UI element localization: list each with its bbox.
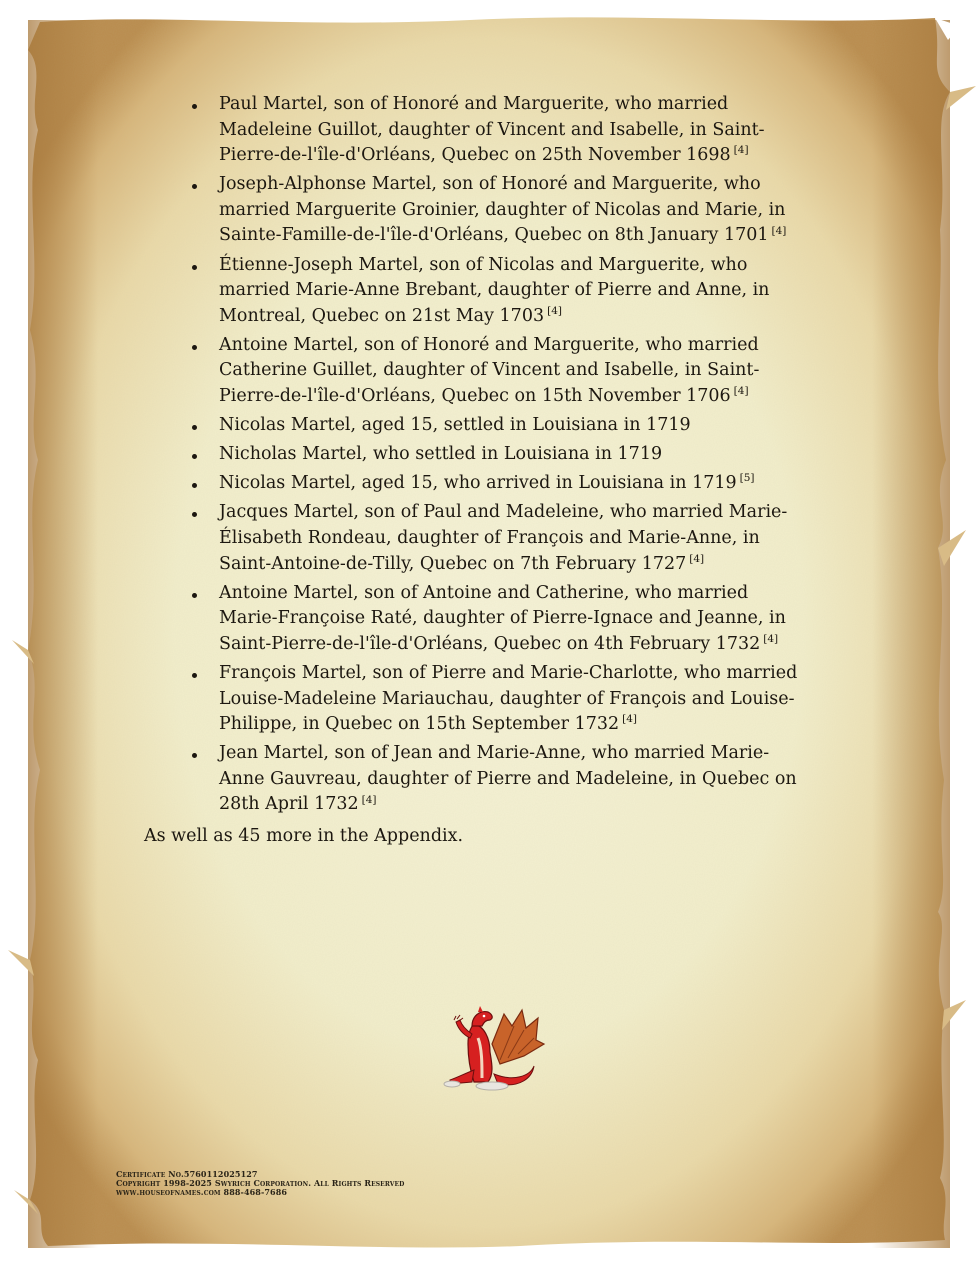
entry-text: François Martel, son of Pierre and Marie-Charlotte, who married Louise-Madeleine Mariauchau, daughter of François and Louise-Philippe, in Quebec on 15th September 1732 <box>219 662 798 735</box>
contact-line: www.houseofnames.com 888-468-7686 <box>116 1187 288 1197</box>
entry-text: Paul Martel, son of Honoré and Marguerite, who married Madeleine Guillot, daughter of Vincent and Isabelle, in Saint-Pierre-de-l'île-d'Orléans, Quebec on 25th November 1698 <box>219 94 765 166</box>
reference-marker: [4] <box>733 144 749 157</box>
entry-text: Jacques Martel, son of Paul and Madeleine, who married Marie-Élisabeth Rondeau, daughter of François and Marie-Anne, in Saint-Antoine-de-Tilly, Quebec on 7th February 1727 <box>219 502 788 574</box>
list-item <box>144 500 804 577</box>
list-item <box>144 253 804 330</box>
list-item <box>144 661 804 738</box>
red-dragon-icon <box>434 1004 546 1092</box>
reference-marker: [4] <box>771 224 787 237</box>
list-item <box>144 741 804 818</box>
reference-marker: [4] <box>763 633 779 646</box>
list-item <box>144 333 804 410</box>
reference-marker: [4] <box>547 304 562 317</box>
appendix-note: As well as 45 more in the Appendix. <box>144 826 464 847</box>
list-item <box>144 92 804 169</box>
copyright-notice: Copyright 1998-2025 Swyrich Corporation. All Rights Reserved <box>116 1178 405 1188</box>
list-item <box>144 442 804 468</box>
reference-marker: [4] <box>689 552 705 565</box>
entry-text: Jean Martel, son of Jean and Marie-Anne, who married Marie-Anne Gauvreau, daughter of Pierre and Madeleine, in Quebec on 28th April 1732 <box>219 743 797 815</box>
reference-marker: [5] <box>739 472 755 485</box>
entry-text: Étienne-Joseph Martel, son of Nicolas and Marguerite, who married Marie-Anne Brebant, daughter of Pierre and Anne, in Montreal, Quebec on 21st May 1703 <box>219 254 770 326</box>
certificate-number: Certificate No.5760112025127 <box>116 1169 258 1179</box>
certificate-footer <box>116 1170 404 1197</box>
entry-text: Nicolas Martel, aged 15, who arrived in Louisiana in 1719 <box>219 473 737 494</box>
list-item <box>144 581 804 658</box>
reference-marker: [4] <box>733 385 749 398</box>
entry-text: Joseph-Alphonse Martel, son of Honoré and Marguerite, who married Marguerite Groinier, daughter of Nicolas and Marie, in Sainte-Famille-de-l'île-d'Orléans, Quebec on 8th January 1701 <box>219 174 786 246</box>
entry-text: Antoine Martel, son of Honoré and Marguerite, who married Catherine Guillet, daughter of Vincent and Isabelle, in Saint-Pierre-de-l'île-d'Orléans, Quebec on 15th November 1706 <box>219 334 760 407</box>
reference-marker: [4] <box>361 793 377 806</box>
entry-text: Nicolas Martel, aged 15, settled in Louisiana in 1719 <box>219 415 691 436</box>
list-item <box>144 172 804 249</box>
settler-list <box>144 92 804 818</box>
list-item <box>144 471 804 497</box>
list-item <box>144 413 804 439</box>
emigrant-record-text <box>144 92 804 850</box>
entry-text: Antoine Martel, son of Antoine and Catherine, who married Marie-Françoise Raté, daughter of Pierre-Ignace and Jeanne, in Saint-Pierre-de-l'île-d'Orléans, Quebec on 4th February 1732 <box>219 582 786 654</box>
entry-text: Nicholas Martel, who settled in Louisiana in 1719 <box>219 444 663 465</box>
reference-marker: [4] <box>622 713 637 726</box>
